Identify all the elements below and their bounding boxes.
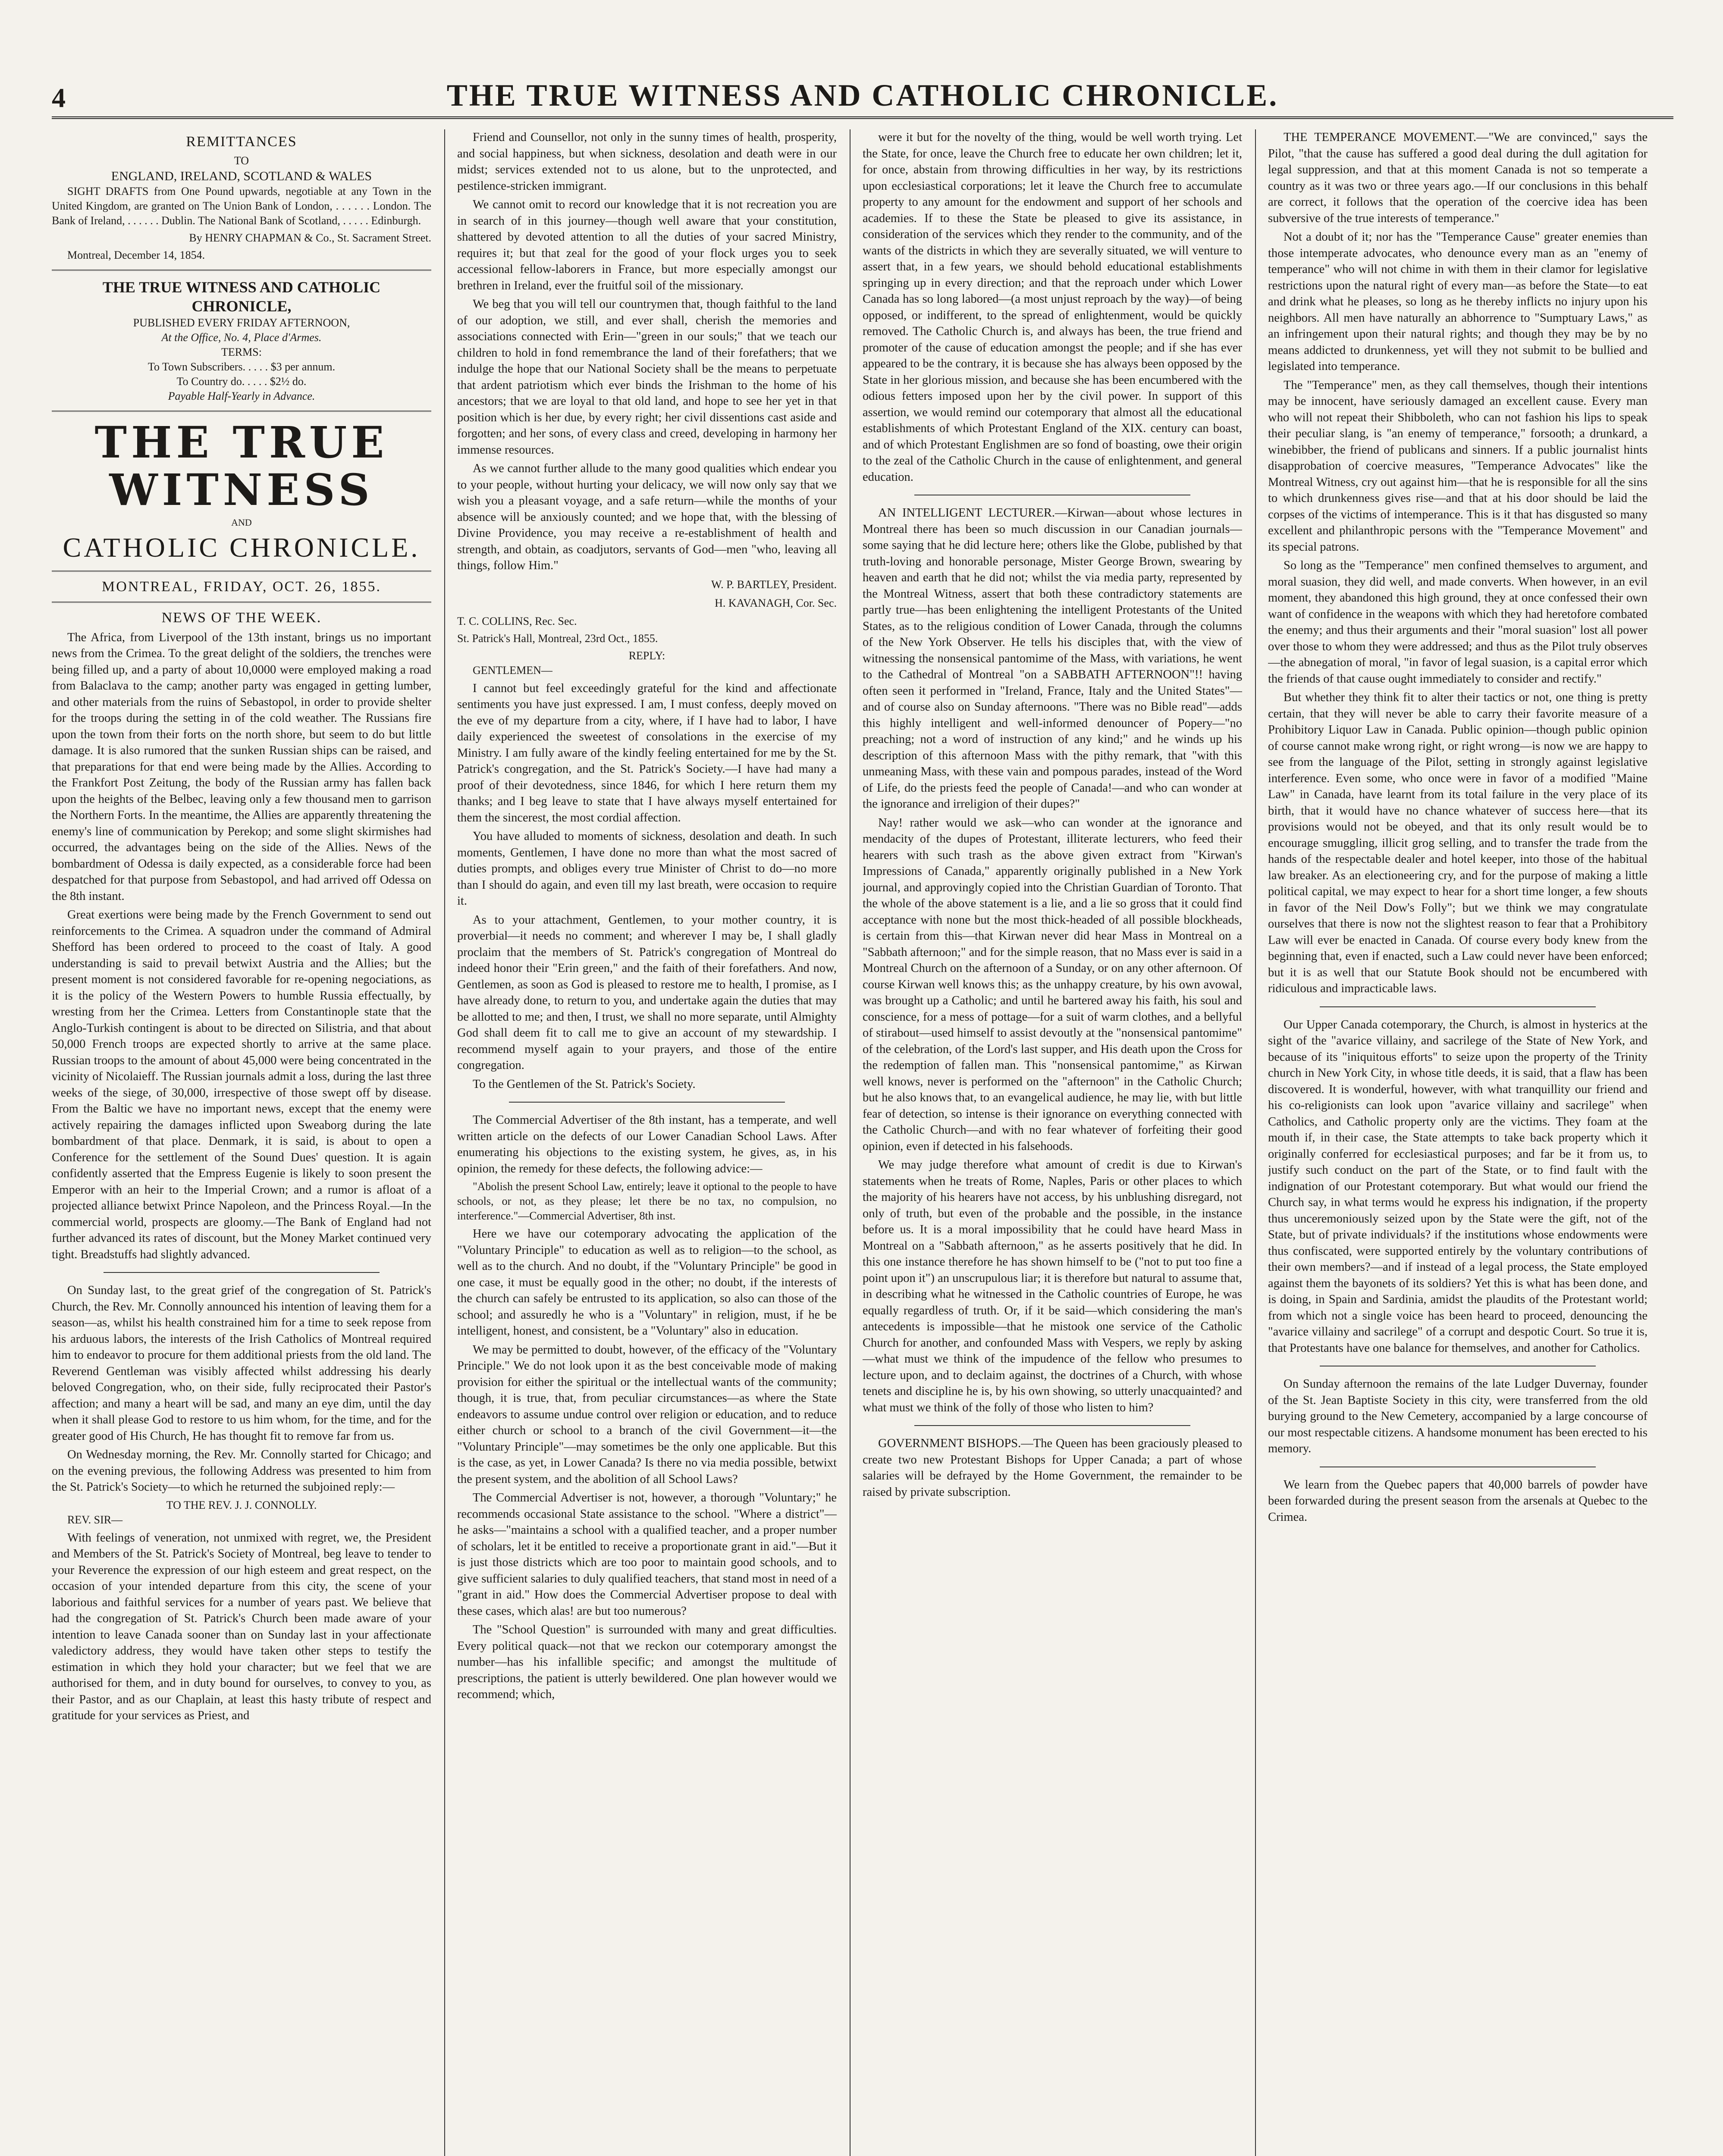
address-location: St. Patrick's Hall, Montreal, 23rd Oct., 1855. [457,632,658,645]
article-paragraph: On Wednesday morning, the Rev. Mr. Connolly started for Chicago; and on the evening previous, the following Address was presented to him from the St. Patrick's Society—to which he returned the subjoined reply:— [52,1448,431,1494]
divider [52,570,431,572]
article-paragraph: On Sunday last, to the great grief of the congregation of St. Patrick's Church, the Rev. Mr. Connolly announced his intention of leaving them for a season—as, whilst his health constrained him for a time to seek repose from his arduous labors, the interests of the Irish Catholics of Montreal required him to endeavor to procure for them additional priests from the old land. The Reverend Gentleman was visibly affected whilst addressing his dearly beloved Congregation, who, on their side, fully reciprocated their Pastor's affection; and many a heart will be sad, and many an eye dim, until the day when it shall please God to restore to us him whom, for the time, and for the greater good of His Church, He has thought fit to remove far from us. [52,1284,431,1443]
article-paragraph: GOVERNMENT BISHOPS.—The Queen has been graciously pleased to create two new Protestant Bishops for Upper Canada; a part of whose salaries will be defrayed by the Home Government, the remainder to be raised by private subscription. [863,1437,1242,1499]
terms-town: To Town Subscribers. . . . . $3 per annum. [148,360,336,373]
quotation: "Abolish the present School Law, entirely; leave it optional to the people to have schools, or not, as they please; let there be no tax, no compulsion, no interference."—Commercial Advertiser, 8th inst. [457,1180,837,1222]
publisher-name: THE TRUE WITNESS AND CATHOLIC CHRONICLE, [102,279,381,315]
masthead-and: AND [231,517,252,528]
terms-payable: Payable Half-Yearly in Advance. [168,390,315,402]
page-header [52,65,1673,116]
column-4 [1268,129,1648,2156]
article-paragraph: The Commercial Advertiser is not, however, a thorough "Voluntary;" he recommends occasional State assistance to the school. "Where a district"—he asks—"maintains a school with a qualified teacher, and a proper number of scholars, let it be entitled to receive a proportionate grant in aid."—But it is just those districts which are too poor to maintain good schools, and to give sufficient salaries to duly qualified teachers, that stand most in need of a "grant in aid." How does the Commercial Advertiser propose to deal with these cases, which alas! are but too numerous? [457,1491,837,1618]
article-paragraph: We learn from the Quebec papers that 40,000 barrels of powder have been forwarded during the present season from the arsenals at Quebec to the Crimea. [1268,1478,1648,1524]
divider [914,1425,1190,1426]
column-2 [457,129,837,2156]
reply-label: REPLY: [628,649,665,662]
column-1 [52,129,431,2156]
article-paragraph: So long as the "Temperance" men confined themselves to argument, and moral suasion, they did well, and made converts. When however, in an evil moment, they abandoned this high ground, they at once confessed their own want of confidence in the weapons with which they had heretofore combated the enemy; and thus their arguments and their "moral suasion" lost all power over those to whom they were addressed; and thus as the Pilot truly observes—the abnegation of moral, "in favor of legal suasion, is a capital error which the friends of that cause ought immediately to consider and rectify." [1268,559,1648,686]
publisher-office: At the Office, No. 4, Place d'Armes. [161,331,322,344]
article-paragraph: We cannot omit to record our knowledge that it is not recreation you are in search of in this journey—though well aware that your constitution, shattered by devoted attention to all the duties of your sacred Ministry, requires it; but that zeal for the good of your flock urges you to seek accessional fellow-laborers in France, but more especially amongst our brethren in Ireland, ever the fruitful soil of the missionary. [457,198,837,292]
article-paragraph: On Sunday afternoon the remains of the late Ludger Duvernay, founder of the St. Jean Baptiste Society in this city, were transferred from the old burying ground to the New Cemetery, accompanied by a large concourse of our most respectable citizens. A handsome monument has been erected to his memory. [1268,1377,1648,1455]
remittances-agent: By HENRY CHAPMAN & Co., St. Sacrament Street. [189,232,431,244]
salutation: GENTLEMEN— [473,664,552,677]
article-paragraph: Not a doubt of it; nor has the "Temperance Cause" greater enemies than those intemperate advocates, who denounce every man as an "enemy of temperance" who will not chime in with them in their clamor for legislative restrictions upon the natural right of every man—as before the State—to eat and drink what he pleases, so long as he thereby inflicts no injury upon his neighbors. All men have naturally an abhorrence to "Sumptuary Laws," as an infringement upon their natural rights; and though they may be by no means addicted to drunkenness, yet will they not submit to be bullied and legislated into temperance. [1268,230,1648,373]
publisher-published: PUBLISHED EVERY FRIDAY AFTERNOON, [133,317,350,329]
divider [509,1102,785,1103]
divider [52,602,431,603]
article-paragraph: I cannot but feel exceedingly grateful for the kind and affectionate sentiments you have just expressed. I am, I must confess, deeply moved on the eve of my departure from a city, where, if I have had to labor, I have daily experienced the sweetest of consolations in the exercise of my Ministry. I am fully aware of the kindly feeling entertained for me by the St. Patrick's congregation, and the St. Patrick's Society.—I have had many a proof of their devotedness, since 1846, for which I here return them my thanks; and I beg leave to state that I have always myself entertained for them the sincerest, the most cordial affection. [457,681,837,824]
article-paragraph: We may judge therefore what amount of credit is due to Kirwan's statements when he treats of Rome, Naples, Paris or other places to which the majority of his hearers have not access, by his unblushing disregard, not only of truth, but even of the probable and the possible, in the instance before us. It is a moral impossibility that he could have heard Mass in Montreal on a "Sabbath afternoon," as he asserts positively that he did. In this one instance therefore he has shown himself to be ("not to put too fine a point upon it") an unscrupulous liar; it is therefore but natural to assume that, in describing what he witnessed in the Catholic countries of Europe, he was equally regardless of truth. Or, if it be said—which considering the man's antecedents is impossible—that he mistook one service of the Catholic Church for another, and confounded Mass with Vespers, we reply by asking—what must we think of the impudence of the fellow who presumes to lecture upon, and to declaim against, the doctrines of a Church, with whose tenets and discipline he is, by his own showing, so utterly unacquainted? and what must we think of the folly of those who listen to him? [863,1158,1242,1414]
column-divider [850,129,851,2156]
article-paragraph: THE TEMPERANCE MOVEMENT.—"We are convinced," says the Pilot, "that the cause has suffered a good deal during the dull agitation for legal suppression, and that at this moment Canada is not so temperate a country as it was two or three years ago.—If our conclusions in this behalf are correct, it follows that the operation of the coercive idea has been subversive of the true interests of temperance." [1268,131,1648,225]
article-paragraph: Nay! rather would we ask—who can wonder at the ignorance and mendacity of the dupes of Protestant, illiterate lecturers, who feed their hearers with such trash as the above given extract from "Kirwan's Impressions of Canada," apparently originally published in a New York journal, and approvingly copied into the Christian Guardian of Toronto. That the whole of the above statement is a lie, and a lie so gross that it could find acceptance with none but the most thick-headed of all possible blockheads, is certain from this—that Kirwan never did hear Mass in Montreal on a "Sabbath afternoon;" and for the simple reason, that no Mass ever is said in a Montreal Church on the afternoon of a Sunday, or on any other afternoon. Of course Kirwan well knows this; as the unhappy creature, by his own avowal, was brought up a Catholic; and until he bartered away his faith, his soul and conscience, for a mess of pottage—for a suit of warm clothes, and a bellyful of stirabout—used himself to assist devoutly at the "nonsensical pantomime" of the celebration, of the Lord's last supper, and His death upon the Cross for the redemption of fallen man. This "nonsensical pantomime," as Kirwan well knows, never is performed on the "afternoon" in the Catholic Church; but he also knows that, to an evangelical audience, he may lie, with but little fear of detection, so intense is their ignorance on everything connected with the Catholic Church—and with no fear whatever of forfeiting their good opinion, even if detected in his falsehoods. [863,816,1242,1153]
article-paragraph: Great exertions were being made by the French Government to send out reinforcements to the Crimea. A squadron under the command of Admiral Shefford has been ordered to proceed to the coast of Italy. A good understanding is said to prevail betwixt Austria and the Allies; but the present moment is not considered favorable for re-opening negociations, as it is the policy of the Western Powers to humble Russia effectually, by wresting from her the Crimea. Letters from Constantinople state that the Anglo-Turkish contingent is about to be directed on Silistria, and that about 50,000 French troops are expected shortly to arrive at the same place. Russian troops to the amount of about 45,000 were being concentrated in the vicinity of Nicolaieff. The Russian journals admit a loss, during the last three weeks of the siege, of 30,000, irrespective of those swept off by disease. From the Baltic we have no important news, except that the enemy were actively repairing the damages inflicted upon Sweaborg during the late bombardment of that place. Denmark, it is said, is about to open a Conference for the settlement of the Sound Dues' question. It is again confidently asserted that the Empress Eugenie is likely to soon present the Emperor with an heir to the Imperial Crown; and a rumor is afloat of a projected alliance betwixt Prince Napoleon, and the Princess Royal.—In the commercial world, prospects are gloomy.—The Bank of England had not further advanced its rates of discount, but the Money Market continued very tight. Breadstuffs had slightly advanced. [52,908,431,1261]
remittances-places: ENGLAND, IRELAND, SCOTLAND & WALES [111,169,372,183]
signature: W. P. BARTLEY, President. [711,578,837,591]
article-paragraph: To the Gentlemen of the St. Patrick's Society. [473,1077,696,1091]
article-paragraph: The "Temperance" men, as they call themselves, though their intentions may be innocent, have seriously damaged an excellent cause. Every man who will not repeat their Shibboleth, who can not fashion his lips to speak their peculiar slang, is "an enemy of temperance," forsooth; a drunkard, a winebibber, the friend of publicans and sinners. If a public journalist hints disapprobation of coercive measures, "Temperance Advocates" like the Montreal Witness, cry out against him—that he is responsible for all the sins to which drunkenness gives rise—and that at his door should be laid the corpses of the victims of intemperance. This is it that has disgusted so many excellent and philanthropic persons with the "Temperance Movement" and its special patrons. [1268,378,1648,554]
column-divider [1255,129,1256,2156]
remittances-heading: REMITTANCES [186,134,297,150]
article-paragraph: We may be permitted to doubt, however, of the efficacy of the "Voluntary Principle." We do not look upon it as the best conceivable mode of making provision for either the spiritual or the intellectual wants of the community; though, it is true, that, from peculiar circumstances—as where the State endeavors to assume undue control over religion or education, and to reduce either church or school to a branch of the civil Government—it—the "Voluntary Principle"—may sometimes be the only one applicable. But this is the case, as yet, in Lower Canada? Is there no via media possible, betwixt the present system, and the abolition of all School Laws? [457,1343,837,1486]
page-number: 4 [52,82,66,113]
article-paragraph: We beg that you will tell our countrymen that, though faithful to the land of our adoption, we still, and ever shall, cherish the memories and associations connected with Erin—"green in our souls;" that we teach our children to hold in fond remembrance the land of their forefathers; that we indulge the hope that our National Society shall be the means to perpetuate that ardent patriotism which ever binds the Irishman to the home of his ancestors; that we are loyal to that old land, and hope to see her yet in that position which is her due, by every right; her civil dissentions cast aside and forgotten; and her sons, of every class and creed, developing in harmony her immense resources. [457,298,837,457]
column-3 [863,129,1242,2156]
divider [52,270,431,271]
remittances-body: SIGHT DRAFTS from One Pound upwards, negotiable at any Town in the United Kingdom, are granted on The Union Bank of London, . . . . . . London. The Bank of Ireland, . . . . . . Dublin. The National Bank of Scotland, . . . . . Edinburgh. [52,185,431,227]
masthead-title: THE TRUE WITNESS [94,417,389,515]
article-paragraph: AN INTELLIGENT LECTURER.—Kirwan—about whose lectures in Montreal there has been so much discussion in our Canadian journals—some saying that he did lecture here; others like the Globe, published by that truth-loving and honorable personage, Mister George Brown, swearing by heaven and earth that he did not; whilst the via media party, represented by the Montreal Witness, assert that both these contradictory statements are partly true—has been enlightening the intelligent Protestants of the United States, as to the religious condition of Lower Canada, through the columns of the New York Observer. He tells his disciples that, with the view of witnessing the nonsensical pantomime of the Mass, with variations, he went to the Cathedral of Montreal "on a SABBATH AFTERNOON"!! having often seen it performed in "Ireland, France, Italy and the United States"—and of course also on Sunday afternoons. "There was no Bible read"—adds this highly intelligent and well-informed denouncer of Popery—"no preaching; not a word of instruction of any kind;" and he winds up his description of this afternoon Mass with the pithy remark, that "with this unmeaning Mass, with these vain and pompous parades, instead of the Word of Life, do the priests feed the people of Canada!—and who can wonder at the ignorance and irreligion of their dupes?" [863,506,1242,811]
news-heading: NEWS OF THE WEEK. [161,610,322,626]
remittances-to: TO [234,154,249,167]
article-paragraph: As to your attachment, Gentlemen, to your mother country, it is proverbial—it needs no comment; and wherever I may be, I shall gladly proclaim that the members of St. Patrick's congregation of Montreal do indeed honor their "Erin green," and the faith of their forefathers. And now, Gentlemen, as soon as God is pleased to restore me to health, I promise, as I have already done, to return to you, and undertake again the duties that may be allotted to me; and then, I trust, we shall no more separate, until Almighty God shall deem fit to call me to give an account of my stewardship. I recommend myself again to your prayers, and those of the entire congregation. [457,913,837,1072]
dateline: MONTREAL, FRIDAY, OCT. 26, 1855. [102,578,381,595]
divider [1320,1006,1596,1007]
divider [104,1272,380,1273]
article-paragraph: Here we have our cotemporary advocating the application of the "Voluntary Principle" to education as well as to religion—to the school, as well as to the church. And no doubt, if the "Voluntary Principle" be good in one case, it must be equally good in the other; no doubt, if the interests of the church can safely be entrusted to its application, so also can those of the school; and assuredly he who is a "Voluntary" in religion, must, if he be intelligent, honest, and consistent, be a "Voluntary" also in education. [457,1227,837,1338]
column-divider [444,129,445,2156]
terms-country: To Country do. . . . . $2½ do. [176,375,307,388]
article-paragraph: You have alluded to moments of sickness, desolation and death. In such moments, Gentlemen, I have done no more than what the most sacred of duties prompts, and obliges every true Minister of Christ to do—no more than I should do again, and even till my last breath, were occasion to require it. [457,830,837,908]
masthead-subtitle: CATHOLIC CHRONICLE. [63,532,421,563]
article-paragraph: With feelings of veneration, not unmixed with regret, we, the President and Members of the St. Patrick's Society of Montreal, beg leave to tender to your Reverence the expression of our high esteem and great respect, on the occasion of your intended departure from this city, the scene of your laborious and faithful services for a number of years past. We believe that had the congregation of St. Patrick's Church been made aware of your intention to leave Canada sooner than on Sunday last in your affectionate valedictory address, they would have taken other steps to testify the estimation in which they hold your character; but we feel that we are authorised for them, and in duty bound for ourselves, to convey to you, as their Pastor, and as our Chaplain, at least this hasty tribute of respect and gratitude for your services as Priest, and [52,1531,431,1722]
article-paragraph: Our Upper Canada cotemporary, the Church, is almost in hysterics at the sight of the "avarice villainy, and sacrilege of the State of New York, and because of its "iniquitous efforts" to seize upon the property of the Trinity church in New York City, in whose title deeds, it is said, that a flaw has been discovered. It is wonderful, however, with what tranquillity our friend and his co-religionists can look upon "avarice villainy and sacrilege" when Catholics, and Catholic property only are the victims. They foam at the mouth if, in their case, the State attempts to take back property which it originally conferred for ecclesiastical purposes; and far be it from us, to justify such conduct on the part of the State, or to find fault with the indignation of our Protestant cotemporary. But what would our friend the Church say, in what terms would he express his indignation, if the property thus unceremoniously seized upon by the State were the gift, not of the State, but of private individuals? if the institutions whose endowments were thus confiscated, were supported entirely by the voluntary contributions of their own members?—and if instead of a legal process, the State employed against them the bayonets of its soldiers? Yet this is what has been done, and is doing, in Spain and Sardinia, amidst the plaudits of the Protestant world; from which not a single voice has been heard to proceed, denouncing the "avarice villainy and sacrilege" of a corrupt and despotic Court. So true it is, that Protestants have one balance for themselves, and another for Catholics. [1268,1018,1648,1355]
article-paragraph: The Commercial Advertiser of the 8th instant, has a temperate, and well written article on the defects of our Lower Canadian School Laws. After enumerating his objections to the existing system, he gives, as, in his opinion, the remedy for these defects, the following advice:— [457,1113,837,1175]
salutation: REV. SIR— [67,1513,123,1526]
article-paragraph: The Africa, from Liverpool of the 13th instant, brings us no important news from the Crimea. To the great delight of the soldiers, the trenches were being filled up, and a party of about 10,0000 were employed making a road from Balaclava to the camp; another party was engaged in getting lumber, and other materials from the ruins of Sebastopol, in order to provide shelter for the troops during the setting in of the cold weather. The Russians fire upon the town from their forts on the north shore, but seem to do but little damage. It is also rumored that the sunken Russian ships can be raised, and that preparations for that end were being made by the Allies. According to the Frankfort Post Zeitung, the body of the Russian army has fallen back upon the heights of the Belbec, leaving only a few thousand men to garrison the Northern Forts. In the meantime, the Allies are apparently threatening the enemy's line of communication by Perekop; and some slight skirmishes had occurred, the advantages being on the side of the Allies. News of the bombardment of Odessa is daily expected, as a considerable force had been despatched for that purpose from Sebastopol, and had arrived off Odessa on the 8th instant. [52,630,431,903]
article-paragraph: As we cannot further allude to the many good qualities which endear you to your people, without hurting your delicacy, we will now only say that we wish you a pleasant voyage, and a safe return—while the months of your absence will be anxiously counted; and we hope that, with the blessing of Divine Providence, you may receive a re-establishment of health and strength, and obtain, as coadjutors, servants of God—men "who, leaving all things, follow Him." [457,462,837,572]
divider [52,411,431,412]
article-paragraph: were it but for the novelty of the thing, would be well worth trying. Let the State, for once, leave the Church free to educate her own children; let it, for once, abstain from throwing difficulties in her way, by its restrictions upon ecclesiastical corporations; let it leave the Church free to accumulate property to any amount for the endowment and support of her schools and academies. If to these the State be pleased to give its assistance, in consideration of the services which they render to the community, and of the wants of the districts in which they are severally situated, we will venture to assert that, in a few years, we should behold educational establishments springing up in every direction; and that the reproach under which Lower Canada has so long labored—(a most unjust reproach by the way)—of being opposed, or indifferent, to the spread of enlightenment, would be quickly removed. The Catholic Church is, and always has been, the true friend and promoter of the cause of education amongst the people; and if she has ever appeared to be the contrary, it is because she has always been opposed by the State in her glorious mission, and because she has been encumbered with the odious fetters imposed upon her by the civil power. In support of this assertion, we would remind our cotemporary that almost all the educational establishments of which Protestant England of the XIX. century can boast, and of which Protestant Englishmen are so fond of boasting, owe their origin to the zeal of the Catholic Church in the cause of enlightenment, and general education. [863,131,1242,484]
header-rule [52,116,1673,119]
article-paragraph: Friend and Counsellor, not only in the sunny times of health, prosperity, and social happiness, but when sickness, desolation and death were in our midst; services extended not to us alone, but to the unprotected, and pestilence-stricken immigrant. [457,131,837,193]
article-paragraph: The "School Question" is surrounded with many and great difficulties. Every political quack—not that we reckon our cotemporary amongst the number—has his infallible specific; and amongst the multitude of prescriptions, the patient is utterly bewildered. One plan however would we recommend; which, [457,1623,837,1701]
signature: T. C. COLLINS, Rec. Sec. [457,614,577,627]
terms-label: TERMS: [221,346,262,358]
address-recipient: TO THE REV. J. J. CONNOLLY. [166,1498,317,1511]
remittances-date: Montreal, December 14, 1854. [67,249,205,261]
running-title: THE TRUE WITNESS AND CATHOLIC CHRONICLE. [446,78,1279,113]
article-paragraph: But whether they think fit to alter their tactics or not, one thing is pretty certain, that they will never be able to carry their favorite measure of a Prohibitory Liquor Law in Canada. Public opinion—though public opinion of course cannot make wrong right, or right wrong—is now we are happy to see from the language of the Pilot, setting in strongly against legislative interference. Even some, who once were in favor of a modified "Maine Law" in Canada, have learnt from its total failure in the very place of its birth, that it would have no chance whatever of success here—that its provisions would not be obeyed, and that its only result would be to encourage smuggling, illicit grog selling, and to transfer the trade from the hands of the respectable dealer and hotel keeper, into those of the habitual law breaker. As an electioneering cry, and for the purpose of making a little political capital, we may expect to hear for a short time longer, a few shouts in favor of the Neil Dow's Folly"; but we think we may congratulate ourselves that there is now not the slightest reason to fear that a Prohibitory Law will ever be enacted in Canada. Of course every body knew from the beginning that, even if enacted, such a Law could never have been enforced; but it is as well that our Statute Book should not be encumbered with ridiculous and impracticable laws. [1268,691,1648,995]
signature: H. KAVANAGH, Cor. Sec. [715,597,837,609]
